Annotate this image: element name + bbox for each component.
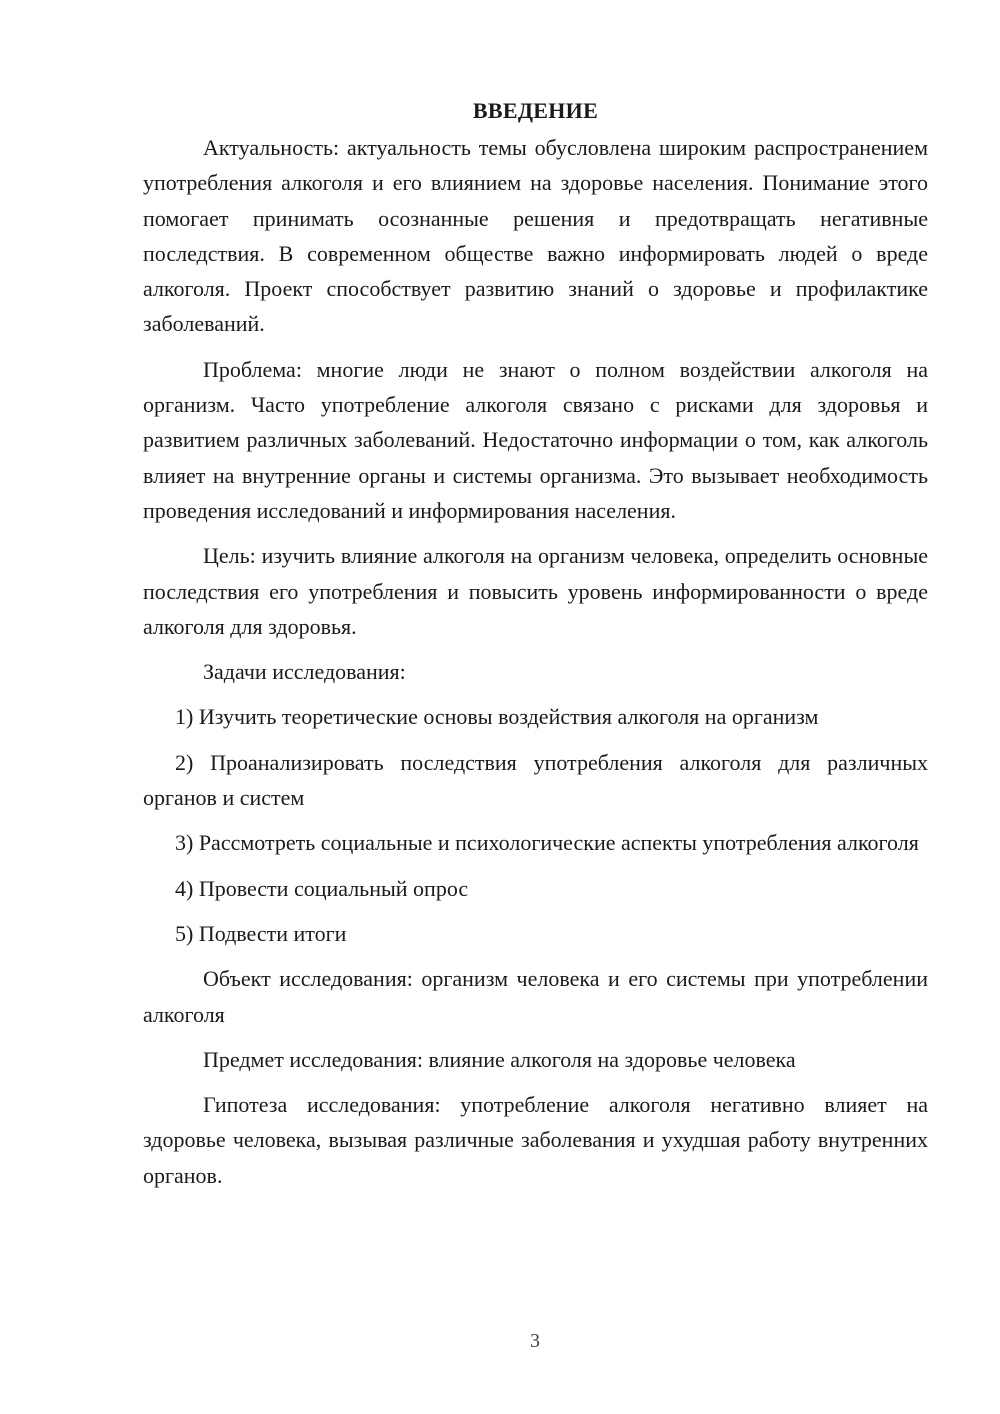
paragraph-subject: Предмет исследования: влияние алкоголя на здоровье человека	[203, 1046, 796, 1072]
paragraph-problem: Проблема: многие люди не знают о полном воздействии алкоголя на организм. Часто употребление алкоголя связано с рисками для здоровья и развитием различных заболеваний. Недостаточно информации о том, как алкоголь влияет на внутренние органы и системы организма. Это вызывает необходимость проведения исследований и информирования населения.	[143, 356, 928, 523]
paragraph-goal: Цель: изучить влияние алкоголя на организм человека, определить основные последствия его употребления и повысить уровень информированности о вреде алкоголя для здоровья.	[143, 543, 928, 639]
paragraph-object: Объект исследования: организм человека и его системы при употреблении алкоголя	[143, 966, 928, 1027]
document-page	[143, 92, 928, 1203]
page-number: 3	[530, 1330, 540, 1352]
paragraph-relevance: Актуальность: актуальность темы обусловлена широким распространением употребления алкоголя и его влиянием на здоровье населения. Понимание этого помогает принимать осознанные решения и предотвращать негативные последствия. В современном обществе важно информировать людей о вреде алкоголя. Проект способствует развитию знаний о здоровье и профилактике заболеваний.	[143, 135, 928, 337]
task-item-2: 2) Проанализировать последствия употребления алкоголя для различных органов и систем	[143, 749, 928, 811]
task-item-1: 1) Изучить теоретические основы воздействия алкоголя на организм	[175, 704, 819, 730]
task-item-4: 4) Провести социальный опрос	[175, 875, 469, 901]
tasks-heading: Задачи исследования:	[203, 659, 406, 685]
page-title: ВВЕДЕНИЕ	[472, 98, 599, 123]
paragraph-hypothesis: Гипотеза исследования: употребление алкоголя негативно влияет на здоровье человека, вызывая различные заболевания и ухудшая работу внутренних органов.	[143, 1092, 928, 1188]
task-item-5: 5) Подвести итоги	[175, 920, 347, 946]
task-item-3: 3) Рассмотреть социальные и психологические аспекты употребления алкоголя	[175, 830, 919, 856]
